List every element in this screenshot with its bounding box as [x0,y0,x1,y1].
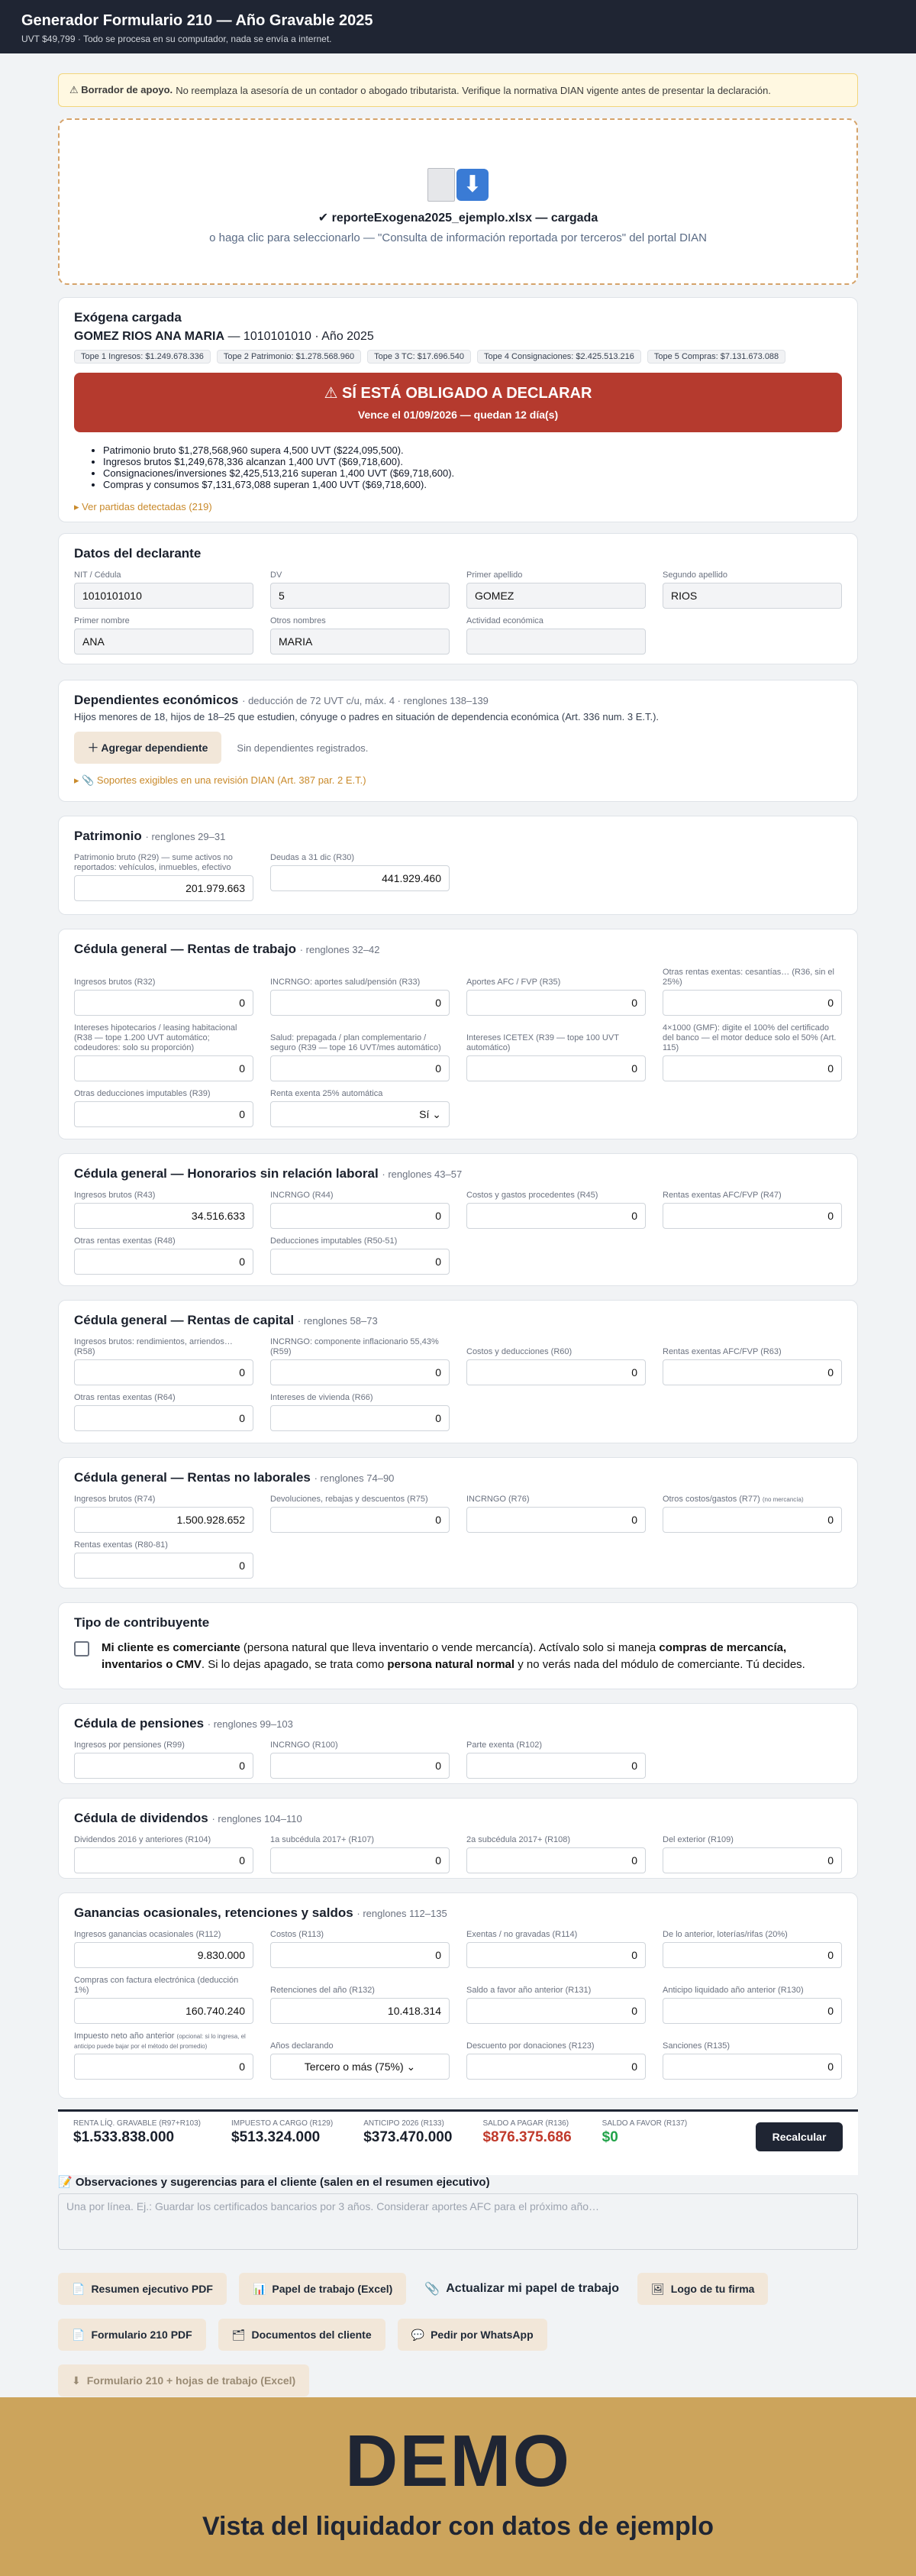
field-label: Intereses hipotecarios / leasing habitacional (R38 — tope 1.200 UVT automático; codeudores: solo su proporción) [74,1023,237,1052]
obligation-banner [74,373,842,432]
field-label: Costos (R113) [270,1930,324,1939]
primer-apellido-label: Primer apellido [466,570,523,580]
dependientes-heading: Dependientes económicos · deducción de 72 UVT c/u, máx. 4 · renglones 138–139 [74,693,489,707]
patrimonio-bruto-label: Patrimonio bruto (R29) — sume activos no reportados: vehículos, inmuebles, efectivo [74,853,233,872]
r76-input[interactable]: 0 [466,1507,646,1533]
paperclip-icon: 📎 [424,2283,440,2296]
field-label: INCRNGO (R76) [466,1495,530,1504]
field-label: Otras rentas exentas (R64) [74,1393,176,1402]
field-label: Ingresos brutos: rendimientos, arriendos… (R58) [74,1337,233,1356]
dv-input[interactable]: 5 [270,583,450,609]
r48-input[interactable]: 0 [74,1249,253,1275]
obligation-title: ⚠ SÍ ESTÁ OBLIGADO A DECLARAR [324,385,592,402]
r113-input[interactable]: 0 [270,1942,450,1968]
r77-input[interactable]: 0 [663,1507,842,1533]
chart-icon: 📊 [252,2282,266,2295]
ver-partidas-toggle[interactable]: ▸ Ver partidas detectadas (219) [74,501,212,512]
dependientes-card [58,680,858,802]
total-impuesto: IMPUESTO A CARGO (R129) $513.324.000 [231,2119,334,2145]
field-label: Ingresos brutos (R43) [74,1191,156,1200]
r100-input[interactable]: 0 [270,1753,450,1779]
field-label: Anticipo liquidado año anterior (R130) [663,1986,804,1995]
field-label: Rentas exentas AFC/FVP (R63) [663,1347,782,1356]
nit-input[interactable]: 1010101010 [74,583,253,609]
r130-input[interactable]: 0 [663,1998,842,2024]
actions-section [58,2273,858,2418]
primer-apellido-input[interactable]: GOMEZ [466,583,646,609]
tipo-contribuyente-card [58,1602,858,1689]
tope-chip: Tope 3 TC: $17.696.540 [367,350,471,364]
r44-input[interactable]: 0 [270,1203,450,1229]
whatsapp-button[interactable]: 💬 Pedir por WhatsApp [398,2319,547,2351]
field-label: Intereses ICETEX (R39 — tope 100 UVT automático) [466,1033,619,1052]
app-subtitle: UVT $49,799 · Todo se procesa en su computador, nada se envía a internet. [21,34,332,44]
formulario-210-pdf-button[interactable]: 📄 Formulario 210 PDF [58,2319,206,2351]
field-label: 2a subcédula 2017+ (R108) [466,1835,571,1844]
field-label: Del exterior (R109) [663,1835,734,1844]
patrimonio-card [58,816,858,915]
disclaimer-text: No reemplaza la asesoría de un contador o abogado tributarista. Verifique la normativa DIAN vigente antes de presentar la declaración. [176,84,771,96]
demo-subtitle: Vista del liquidador con datos de ejemplo [202,2512,714,2541]
app-header [0,0,916,53]
r66-input[interactable]: 0 [270,1405,450,1431]
soportes-toggle[interactable]: ▸ 📎 Soportes exigibles en una revisión DIAN (Art. 387 par. 2 E.T.) [74,774,366,786]
icetex-input[interactable]: 0 [466,1055,646,1081]
field-label: INCRNGO: componente inflacionario 55,43% (R59) [270,1337,439,1356]
rentas-trabajo-heading: Cédula general — Rentas de trabajo · renglones 32–42 [74,942,380,956]
field-label: Otras rentas exentas: cesantías… (R36, sin el 25%) [663,968,834,987]
field-label: INCRNGO: aportes salud/pensión (R33) [270,978,421,987]
document-icon: 📄 [72,2328,85,2341]
anios-declarando-select[interactable]: Tercero o más (75%) ⌄ [270,2054,450,2080]
field-label: Compras con factura electrónica (deducción 1%) [74,1976,239,1995]
obligation-due: Vence el 01/09/2026 — quedan 12 día(s) [357,409,559,421]
field-label: Renta exenta 25% automática [270,1089,383,1098]
field-label: Ingresos ganancias ocasionales (R112) [74,1930,221,1939]
field-label: Costos y deducciones (R60) [466,1347,572,1356]
demo-title: DEMO [345,2420,571,2502]
reason-item: • Consignaciones/inversiones $2,425,513,216 superan 1,400 UVT ($69,718,600). [103,467,842,479]
actividad-input[interactable] [466,629,646,655]
formulario-excel-button[interactable]: ⬇ Formulario 210 + hojas de trabajo (Excel) [58,2364,309,2397]
no-dependientes-text: Sin dependientes registrados. [237,742,369,754]
reason-item: • Ingresos brutos $1,249,678,336 alcanzan 1,400 UVT ($69,718,600). [103,456,842,467]
r45-input[interactable]: 0 [466,1203,646,1229]
tipo-heading: Tipo de contribuyente [74,1615,210,1630]
otros-nombres-label: Otros nombres [270,616,326,625]
field-label: Saldo a favor año anterior (R131) [466,1986,592,1995]
documentos-cliente-button[interactable]: 🗂 Documentos del cliente [218,2319,385,2351]
field-label: Sanciones (R135) [663,2041,731,2051]
no-laborales-card [58,1457,858,1589]
download-icon: ⬇ [72,2374,81,2387]
dividendos-card [58,1798,858,1879]
ganancias-card [58,1892,858,2099]
compras-fe-input[interactable]: 160.740.240 [74,1998,253,2024]
r36-input[interactable]: 0 [663,990,842,1016]
declarante-card [58,533,858,664]
field-label: Impuesto neto año anterior (opcional: si lo ingresa, el anticipo puede bajar por el método del promedio) [74,2031,246,2050]
field-label: 1a subcédula 2017+ (R107) [270,1835,375,1844]
honorarios-card [58,1153,858,1286]
reason-item: • Patrimonio bruto $1,278,568,960 supera 4,500 UVT ($224,095,500). [103,444,842,456]
patrimonio-bruto-input[interactable]: 201.979.663 [74,875,253,901]
field-label: Intereses de vivienda (R66) [270,1393,373,1402]
app-title: Generador Formulario 210 — Año Gravable 2025 [21,12,373,29]
ganancias-heading: Ganancias ocasionales, retenciones y saldos · renglones 112–135 [74,1905,447,1920]
demo-banner [0,2397,916,2576]
field-label: Ingresos brutos (R32) [74,978,156,987]
total-saldo-pagar: SALDO A PAGAR (R136) $876.375.686 [482,2119,572,2145]
r63-input[interactable]: 0 [663,1359,842,1385]
r132-input[interactable]: 10.418.314 [270,1998,450,2024]
papel-trabajo-excel-button[interactable]: 📊 Papel de trabajo (Excel) [239,2273,406,2305]
field-label: 4×1000 (GMF): digite el 100% del certificado del banco — el motor deduce solo el 50% (Art. 115) [663,1023,837,1052]
r38-input[interactable]: 0 [74,1055,253,1081]
deudas-input[interactable]: 441.929.460 [270,865,450,891]
r47-input[interactable]: 0 [663,1203,842,1229]
resumen-pdf-button[interactable]: 📄 Resumen ejecutivo PDF [58,2273,227,2305]
add-dependiente-button[interactable]: ＋ Agregar dependiente [74,732,221,764]
total-anticipo: ANTICIPO 2026 (R133) $373.470.000 [363,2119,453,2145]
r32-input[interactable]: 0 [74,990,253,1016]
r135-input[interactable]: 0 [663,2054,842,2080]
upload-icons [60,164,856,202]
document-icon [427,168,455,202]
otras-deducciones-input[interactable]: 0 [74,1101,253,1127]
r112-input[interactable]: 9.830.000 [74,1942,253,1968]
field-label: Rentas exentas (R80-81) [74,1540,168,1550]
comerciante-checkbox[interactable] [74,1641,89,1656]
pensiones-heading: Cédula de pensiones · renglones 99–103 [74,1716,293,1731]
no-laborales-heading: Cédula general — Rentas no laborales · renglones 74–90 [74,1470,395,1485]
dropzone-hint: o haga clic para seleccionarlo — "Consulta de información reportada por terceros" del portal DIAN [209,231,707,244]
field-label: Otras rentas exentas (R48) [74,1236,176,1246]
file-dropzone[interactable] [58,118,858,285]
capital-heading: Cédula general — Rentas de capital · renglones 58–73 [74,1313,378,1327]
actualizar-papel-button[interactable]: 📎 Actualizar mi papel de trabajo [424,2282,619,2296]
field-label: Ingresos por pensiones (R99) [74,1740,185,1750]
tope-chip: Tope 1 Ingresos: $1.249.678.336 [74,350,211,364]
segundo-apellido-input[interactable]: RIOS [663,583,842,609]
honorarios-heading: Cédula general — Honorarios sin relación laboral · renglones 43–57 [74,1166,463,1181]
r33-input[interactable]: 0 [270,990,450,1016]
field-label: Retenciones del año (R132) [270,1986,375,1995]
segundo-apellido-label: Segundo apellido [663,570,728,580]
field-label: Rentas exentas AFC/FVP (R47) [663,1191,782,1200]
taxpayer-name: GOMEZ RIOS ANA MARIA — 1010101010 · Año 2025 [74,330,374,343]
gmf-input[interactable]: 0 [663,1055,842,1081]
image-icon: 🖼 [650,2282,665,2295]
actividad-label: Actividad económica [466,616,543,625]
observaciones-section [58,2175,858,2250]
obligation-reasons [74,444,842,490]
pensiones-card [58,1703,858,1784]
dv-label: DV [270,570,282,580]
r58-input[interactable]: 0 [74,1359,253,1385]
total-saldo-favor: SALDO A FAVOR (R137) $0 [602,2119,688,2145]
dependientes-note: Hijos menores de 18, hijos de 18–25 que estudien, cónyuge o padres en situación de dependencia económica (Art. 336 num. 3 E.T.). [74,711,660,722]
field-label: Otras deducciones imputables (R39) [74,1089,211,1098]
tope-chip: Tope 4 Consignaciones: $2.425.513.216 [477,350,641,364]
r109-input[interactable]: 0 [663,1847,842,1873]
r99-input[interactable]: 0 [74,1753,253,1779]
declarante-heading: Datos del declarante [74,546,202,561]
field-label: Años declarando [270,2041,334,2051]
exogena-heading: Exógena cargada [74,310,182,325]
deudas-label: Deudas a 31 dic (R30) [270,853,355,862]
r114-input[interactable]: 0 [466,1942,646,1968]
disclaimer-alert [58,73,858,107]
r50-input[interactable]: 0 [270,1249,450,1275]
primer-nombre-label: Primer nombre [74,616,130,625]
disclaimer-strong: ⚠ Borrador de apoyo. [69,84,173,95]
r60-input[interactable]: 0 [466,1359,646,1385]
document-icon: 📄 [72,2282,85,2295]
exogena-card [58,297,858,522]
dividendos-heading: Cédula de dividendos · renglones 104–110 [74,1811,302,1825]
field-label: INCRNGO (R100) [270,1740,338,1750]
chat-icon: 💬 [411,2328,425,2341]
reason-item: • Compras y consumos $7,131,673,088 superan 1,400 UVT ($69,718,600). [103,479,842,490]
logo-firma-button[interactable]: 🖼 Logo de tu firma [637,2273,768,2305]
r131-input[interactable]: 0 [466,1998,646,2024]
field-label: De lo anterior, loterías/rifas (20%) [663,1930,788,1939]
field-label: Costos y gastos procedentes (R45) [466,1191,598,1200]
rentas-trabajo-card [58,929,858,1139]
field-label: Aportes AFC / FVP (R35) [466,978,561,987]
salud-input[interactable]: 0 [270,1055,450,1081]
observaciones-textarea[interactable]: Una por línea. Ej.: Guardar los certificados bancarios por 3 años. Considerar aportes AFC para el próximo año… [58,2193,858,2250]
patrimonio-heading: Patrimonio · renglones 29–31 [74,829,226,843]
field-label: Salud: prepagada / plan complementario / seguro (R39 — tope 16 UVT/mes automático) [270,1033,441,1052]
field-label: INCRNGO (R44) [270,1191,334,1200]
loaded-file-name: ✔ reporteExogena2025_ejemplo.xlsx — cargada [318,212,598,225]
field-label: Otros costos/gastos (R77) (no mercancía) [663,1495,804,1504]
renta-exenta-select[interactable]: Sí ⌄ [270,1101,450,1127]
nit-label: NIT / Cédula [74,570,121,580]
otros-nombres-input[interactable]: MARIA [270,629,450,655]
folder-icon: 🗂 [231,2328,246,2341]
tope-chip: Tope 2 Patrimonio: $1.278.568.960 [217,350,361,364]
comerciante-description: Mi cliente es comerciante (persona natural que lleva inventario o vende mercancía). Actívalo solo si maneja compras de mercancía, inventarios o CMV. Si lo dejas apagado, se trata como persona natural normal y no verás nada del módulo de comerciante. Tú decides. [102,1641,805,1671]
recalcular-button[interactable]: Recalcular [756,2122,843,2151]
r35-input[interactable]: 0 [466,990,646,1016]
r75-input[interactable]: 0 [270,1507,450,1533]
field-label: Dividendos 2016 y anteriores (R104) [74,1835,211,1844]
r108-input[interactable]: 0 [466,1847,646,1873]
r104-input[interactable]: 0 [74,1847,253,1873]
r43-input[interactable]: 34.516.633 [74,1203,253,1229]
observaciones-title: 📝 Observaciones y sugerencias para el cliente (salen en el resumen ejecutivo) [58,2176,490,2189]
capital-card [58,1300,858,1443]
r102-input[interactable]: 0 [466,1753,646,1779]
totals-bar [58,2109,858,2175]
r64-input[interactable]: 0 [74,1405,253,1431]
download-arrow-icon: ⬇ [456,169,489,201]
total-renta: RENTA LÍQ. GRAVABLE (R97+R103) $1.533.838.000 [73,2119,202,2145]
field-label: Devoluciones, rebajas y descuentos (R75) [270,1495,428,1504]
r74-input[interactable]: 1.500.928.652 [74,1507,253,1533]
field-label: Deducciones imputables (R50-51) [270,1236,398,1246]
field-label: Descuento por donaciones (R123) [466,2041,595,2051]
r107-input[interactable]: 0 [270,1847,450,1873]
r59-input[interactable]: 0 [270,1359,450,1385]
r123-input[interactable]: 0 [466,2054,646,2080]
loterias-input[interactable]: 0 [663,1942,842,1968]
primer-nombre-input[interactable]: ANA [74,629,253,655]
tope-chips [74,350,842,364]
field-label: Ingresos brutos (R74) [74,1495,156,1504]
field-label: Exentas / no gravadas (R114) [466,1930,578,1939]
impuesto-neto-anterior-input[interactable]: 0 [74,2054,253,2080]
field-label: Parte exenta (R102) [466,1740,543,1750]
tope-chip: Tope 5 Compras: $7.131.673.088 [647,350,785,364]
r80-input[interactable]: 0 [74,1553,253,1579]
